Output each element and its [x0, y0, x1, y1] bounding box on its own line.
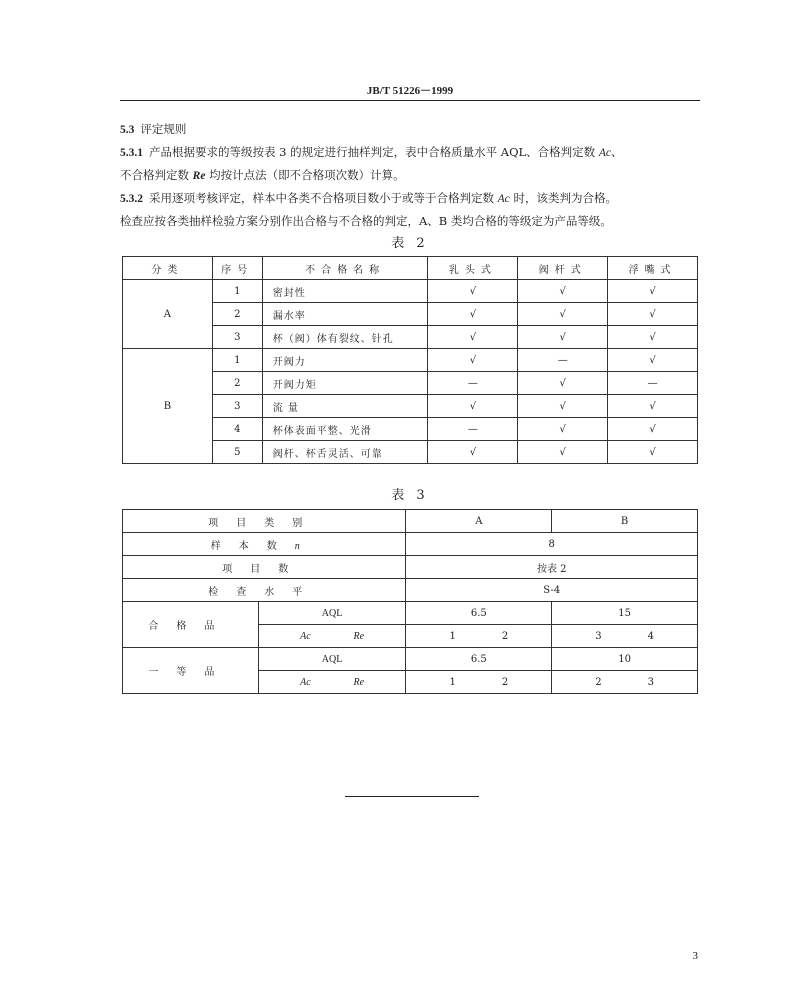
valve-stem-type-cell: √ — [518, 418, 608, 441]
table2-header-cell: 不合格名称 — [262, 257, 428, 280]
paragraph-5-3-1-line1: 5.3.1 产品根据要求的等级按表 3 的规定进行抽样判定，表中合格质量水平 AQL、合格判定数 Ac、 — [120, 145, 623, 159]
aql-label-cell: AQL — [258, 602, 406, 625]
sample-size-label — [123, 533, 406, 556]
nipple-type-cell: — — [428, 372, 518, 395]
document-header: JB/T 51226－1999 — [366, 85, 454, 97]
nipple-type-cell: √ — [428, 280, 518, 303]
table2 — [122, 256, 698, 464]
paragraph-5-3-1-line2: 不合格判定数 Re 均按计点法（即不合格项次数）计算。 — [120, 168, 405, 182]
ac-re-label-cell — [258, 625, 406, 648]
table2-header-cell: 阀杆式 — [518, 257, 608, 280]
header-rule — [120, 100, 700, 101]
re-b-value: 4 — [647, 630, 654, 642]
defect-name-cell: 流 量 — [262, 395, 428, 418]
aql-b-cell: 10 — [552, 648, 698, 671]
float-spout-type-cell: — — [608, 372, 698, 395]
nipple-type-cell: √ — [428, 441, 518, 464]
ac-a-value: 1 — [449, 630, 456, 642]
sample-size-text: 样本数 — [210, 540, 295, 552]
nipple-type-cell: √ — [428, 395, 518, 418]
float-spout-type-cell: √ — [608, 326, 698, 349]
nipple-type-cell: — — [428, 418, 518, 441]
category-a-header: A — [406, 510, 552, 533]
re-label: Re — [353, 630, 365, 642]
grade-name-cell: 一等品 — [123, 648, 259, 694]
float-spout-type-cell: √ — [608, 395, 698, 418]
valve-stem-type-cell: — — [518, 349, 608, 372]
defect-name-cell: 阀杆、杯舌灵活、可靠 — [262, 441, 428, 464]
paragraph-5-3-2-line2: 检查应按各类抽样检验方案分别作出合格与不合格的判定，A、B 类均合格的等级定为产品等级。 — [120, 214, 612, 228]
grade-name-cell: 合格品 — [123, 602, 259, 648]
ac-re-label-cell — [258, 671, 406, 694]
aql-label-cell: AQL — [258, 648, 406, 671]
sample-size-value: 8 — [406, 533, 698, 556]
ac-label: Ac — [300, 630, 311, 642]
table-row — [123, 533, 698, 556]
defect-name-cell: 杯（阀）体有裂纹、针孔 — [262, 326, 428, 349]
item-category-label: 项目类别 — [123, 510, 406, 533]
defect-name-cell: 开阀力 — [262, 349, 428, 372]
re-label: Re — [353, 676, 365, 688]
aql-a-cell: 6.5 — [406, 648, 552, 671]
end-rule — [345, 796, 479, 797]
table-row — [123, 280, 698, 303]
table2-header-cell: 分类 — [123, 257, 213, 280]
ac-re-a-cell — [406, 625, 552, 648]
nipple-type-cell: √ — [428, 303, 518, 326]
ac-re-b-cell — [552, 671, 698, 694]
category-cell: A — [123, 280, 213, 349]
re-b-value: 3 — [647, 676, 654, 688]
table-row — [123, 648, 698, 671]
float-spout-type-cell: √ — [608, 418, 698, 441]
table2-header-cell: 乳头式 — [428, 257, 518, 280]
defect-name-cell: 开阀力矩 — [262, 372, 428, 395]
ac-a-value: 1 — [449, 676, 456, 688]
ac-re-a-cell — [406, 671, 552, 694]
table3 — [122, 509, 698, 694]
inspection-level-label: 检查水平 — [123, 579, 406, 602]
section-body — [120, 118, 700, 232]
page-number: 3 — [692, 950, 698, 962]
table2-header-cell: 序号 — [212, 257, 262, 280]
inspection-level-value: S-4 — [406, 579, 698, 602]
re-a-value: 2 — [501, 630, 509, 642]
table3-header-row — [123, 510, 698, 533]
float-spout-type-cell: √ — [608, 280, 698, 303]
nipple-type-cell: √ — [428, 349, 518, 372]
table-row — [123, 556, 698, 579]
table3-title: 表 3 — [391, 488, 429, 503]
category-b-header: B — [552, 510, 698, 533]
item-count-label: 项目数 — [123, 556, 406, 579]
valve-stem-type-cell: √ — [518, 303, 608, 326]
ac-b-value: 3 — [595, 630, 602, 642]
sample-n-symbol: n — [294, 540, 318, 552]
nipple-type-cell: √ — [428, 326, 518, 349]
float-spout-type-cell: √ — [608, 349, 698, 372]
serial-cell: 1 — [212, 349, 262, 372]
serial-cell: 2 — [212, 372, 262, 395]
defect-name-cell: 杯体表面平整、光滑 — [262, 418, 428, 441]
float-spout-type-cell: √ — [608, 303, 698, 326]
serial-cell: 5 — [212, 441, 262, 464]
serial-cell: 3 — [212, 326, 262, 349]
valve-stem-type-cell: √ — [518, 441, 608, 464]
valve-stem-type-cell: √ — [518, 326, 608, 349]
item-count-value: 按表 2 — [406, 556, 698, 579]
category-cell: B — [123, 349, 213, 464]
table-row — [123, 349, 698, 372]
aql-b-cell: 15 — [552, 602, 698, 625]
table2-header-row — [123, 257, 698, 280]
valve-stem-type-cell: √ — [518, 395, 608, 418]
table2-header-cell: 浮嘴式 — [608, 257, 698, 280]
ac-label: Ac — [300, 676, 311, 688]
section-title: 5.3 评定规则 — [120, 122, 187, 136]
aql-a-cell: 6.5 — [406, 602, 552, 625]
ac-re-b-cell — [552, 625, 698, 648]
defect-name-cell: 漏水率 — [262, 303, 428, 326]
float-spout-type-cell: √ — [608, 441, 698, 464]
paragraph-5-3-2-line1: 5.3.2 采用逐项考核评定，样本中各类不合格项目数小于或等于合格判定数 Ac 时，该类判为合格。 — [120, 191, 617, 205]
serial-cell: 1 — [212, 280, 262, 303]
serial-cell: 3 — [212, 395, 262, 418]
table-row — [123, 602, 698, 625]
table-row — [123, 579, 698, 602]
valve-stem-type-cell: √ — [518, 280, 608, 303]
serial-cell: 4 — [212, 418, 262, 441]
table2-title: 表 2 — [391, 236, 429, 251]
serial-cell: 2 — [212, 303, 262, 326]
re-a-value: 2 — [501, 676, 509, 688]
defect-name-cell: 密封性 — [262, 280, 428, 303]
valve-stem-type-cell: √ — [518, 372, 608, 395]
ac-b-value: 2 — [595, 676, 602, 688]
